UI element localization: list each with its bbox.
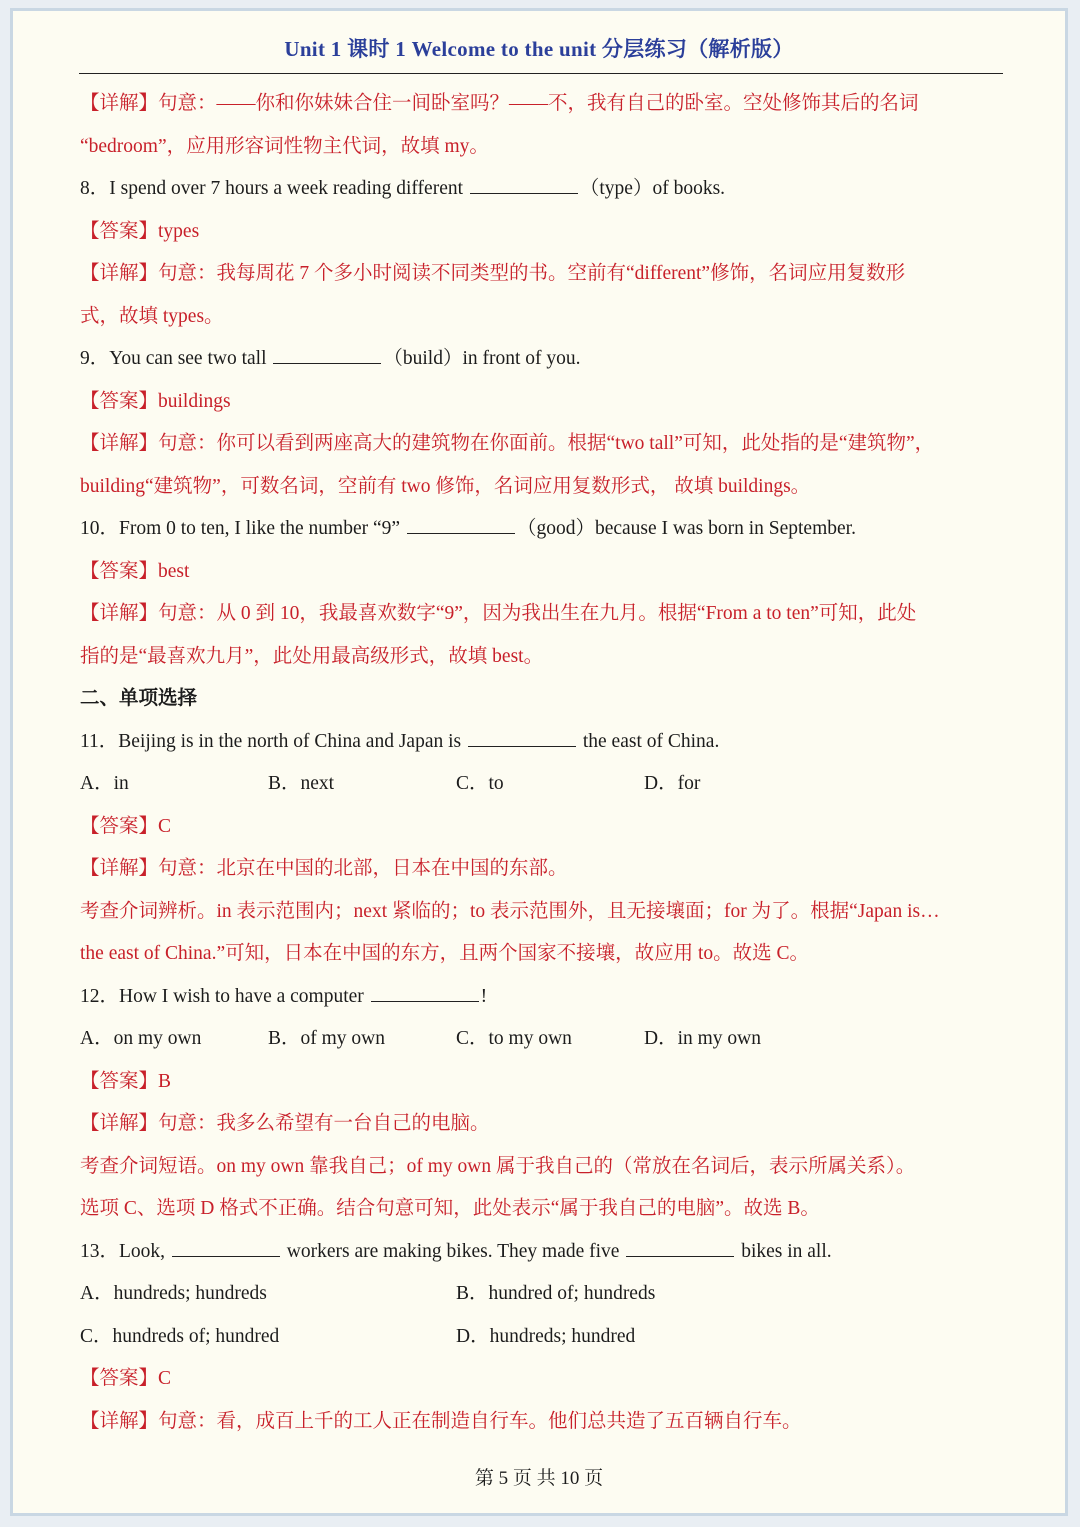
explanation-line: 选项 C、选项 D 格式不正确。结合句意可知，此处表示“属于我自己的电脑”。故选 B。 <box>80 1198 820 1219</box>
document-page <box>10 8 1068 1516</box>
answer-blank <box>407 515 515 534</box>
explanation-line: “bedroom”，应用形容词性物主代词，故填 my。 <box>80 135 489 157</box>
option-choice: A．in <box>80 773 129 794</box>
options-row <box>80 1273 1015 1316</box>
answer-blank <box>626 1238 734 1257</box>
option-choice: C．to <box>456 773 504 794</box>
question-text: 10．From 0 to ten, I like the number “9” <box>80 518 405 539</box>
explanation-line: 【答案】C <box>80 815 172 837</box>
options-row <box>80 1316 1015 1359</box>
option-choice: C．to my own <box>456 1028 572 1049</box>
answer-blank <box>468 728 576 747</box>
option-choice: B．next <box>268 773 335 794</box>
explanation-line: 【答案】types <box>80 220 200 242</box>
explanation-line: 【答案】C <box>80 1368 172 1389</box>
explanation-line: 【答案】buildings <box>80 390 231 412</box>
question-line <box>80 338 1015 381</box>
explanation-line: 【答案】best <box>80 560 190 582</box>
answer-blank <box>273 345 381 364</box>
document-content <box>80 83 1015 1443</box>
option-choice: D．for <box>644 773 701 794</box>
option-choice: A．on my own <box>80 1028 202 1049</box>
explanation-line: 【详解】句意：从 0 到 10，我最喜欢数字“9”，因为我出生在九月。根据“From a to ten”可知，此处 <box>80 603 917 624</box>
option-choice: D．in my own <box>644 1028 762 1049</box>
question-text: （build）in front of you. <box>383 348 581 369</box>
question-text: （good）because I was born in September. <box>516 518 856 539</box>
question-line <box>80 1231 1015 1274</box>
question-text: 12．How I wish to have a computer <box>80 985 369 1007</box>
question-text: 11．Beijing is in the north of China and Japan is <box>80 730 466 752</box>
explanation-line: 【详解】句意：你可以看到两座高大的建筑物在你面前。根据“two tall”可知，此处指的是“建筑物”， <box>80 433 935 454</box>
answer-blank <box>371 983 479 1002</box>
option-choice: A．hundreds; hundreds <box>80 1283 267 1304</box>
option-choice: B．of my own <box>268 1028 386 1049</box>
options-row <box>80 1018 1015 1061</box>
explanation-line: 【详解】句意：北京在中国的北部，日本在中国的东部。 <box>80 858 568 879</box>
options-row <box>80 763 1015 806</box>
question-text: workers are making bikes. They made five <box>281 1240 625 1262</box>
header-divider <box>79 73 1003 74</box>
answer-blank <box>172 1238 280 1257</box>
page-header-title: Unit 1 课时 1 Welcome to the unit 分层练习（解析版） <box>284 37 794 61</box>
option-choice: B．hundred of; hundreds <box>456 1283 656 1304</box>
explanation-line: 【答案】B <box>80 1070 172 1092</box>
question-text: 13．Look, <box>80 1240 170 1262</box>
answer-blank <box>470 175 578 194</box>
explanation-line: the east of China.”可知，日本在中国的东方，且两个国家不接壤，故应用 to。故选 C。 <box>80 943 810 964</box>
explanation-line: 【详解】句意：看，成百上千的工人正在制造自行车。他们总共造了五百辆自行车。 <box>80 1410 802 1432</box>
question-text: ! <box>480 985 488 1007</box>
question-text: 9．You can see two tall <box>80 348 272 369</box>
question-text: the east of China. <box>577 730 720 752</box>
explanation-line: 考查介词辨析。in 表示范围内；next 紧临的；to 表示范围外，且无接壤面；for 为了。根据“Japan is… <box>80 900 940 922</box>
question-line <box>80 168 1015 211</box>
section-heading: 二、单项选择 <box>80 688 198 709</box>
question-text: bikes in all. <box>736 1240 832 1262</box>
explanation-line: building“建筑物”，可数名词，空前有 two 修饰，名词应用复数形式， 故填 buildings。 <box>80 475 811 497</box>
option-choice: C．hundreds of; hundred <box>80 1325 280 1347</box>
question-text: （type）of books. <box>579 178 726 199</box>
explanation-line: 【详解】句意：——你和你妹妹合住一间卧室吗？——不，我有自己的卧室。空处修饰其后的名词 <box>80 93 919 114</box>
explanation-line: 【详解】句意：我多么希望有一台自己的电脑。 <box>80 1113 490 1134</box>
explanation-line: 【详解】句意：我每周花 7 个多小时阅读不同类型的书。空前有“different”修饰，名词应用复数形 <box>80 263 906 284</box>
question-line <box>80 508 1015 551</box>
explanation-line: 式，故填 types。 <box>80 305 224 327</box>
page-footer: 第 5 页 共 10 页 <box>474 1468 604 1489</box>
explanation-line: 考查介词短语。on my own 靠我自己；of my own 属于我自己的（常放在名词后，表示所属关系）。 <box>80 1155 916 1177</box>
question-text: 8．I spend over 7 hours a week reading different <box>80 178 468 199</box>
option-choice: D．hundreds; hundred <box>456 1325 636 1347</box>
question-line <box>80 721 1015 764</box>
explanation-line: 指的是“最喜欢九月”，此处用最高级形式，故填 best。 <box>80 645 544 667</box>
question-line <box>80 976 1015 1019</box>
